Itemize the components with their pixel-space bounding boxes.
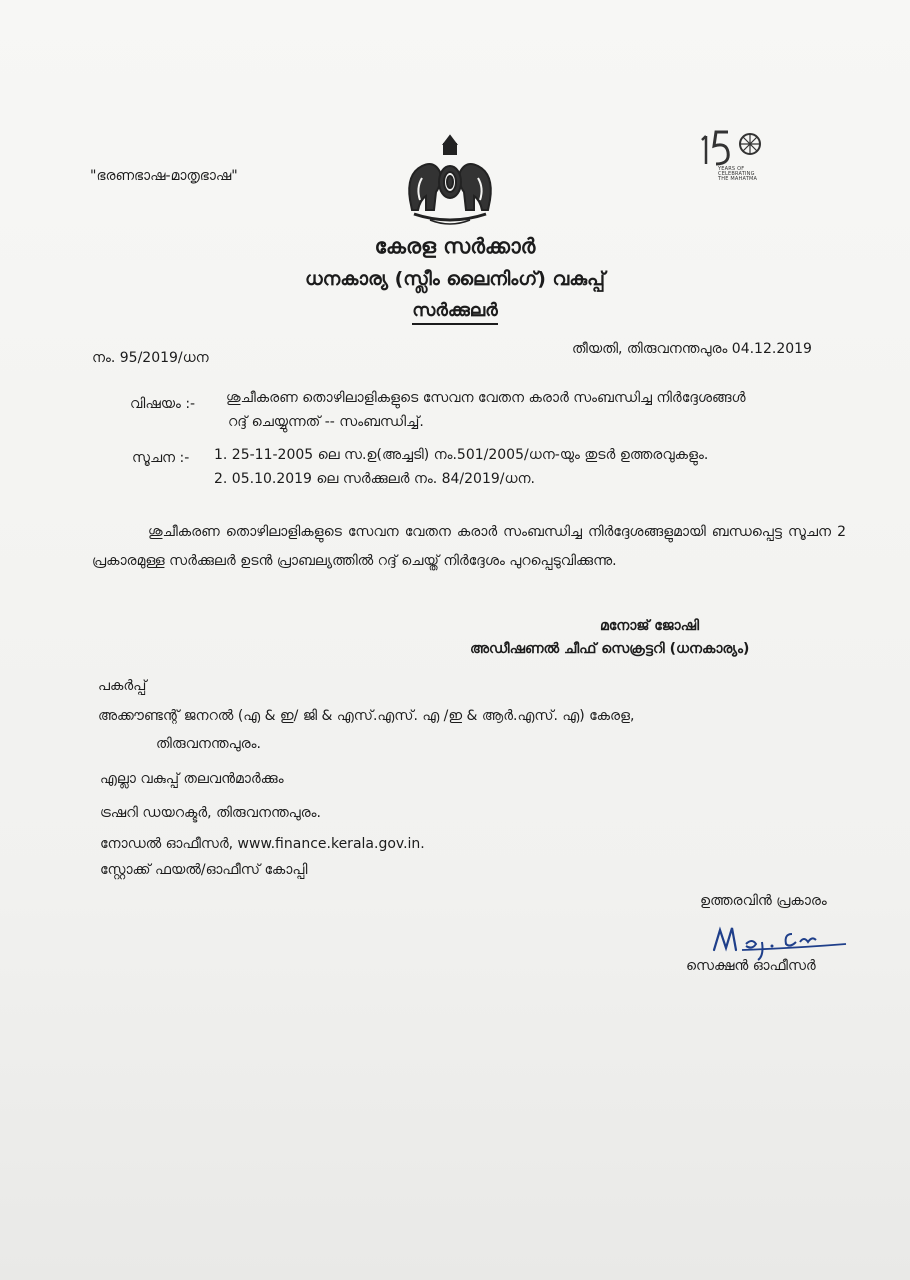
reference-label: സൂചന :- bbox=[132, 450, 190, 466]
kerala-state-emblem-icon bbox=[400, 130, 500, 230]
doc-type-label: സർക്കുലർ bbox=[412, 300, 498, 325]
document-type-heading bbox=[0, 300, 910, 321]
copy-item-stock-file: സ്റ്റോക്ക് ഫയൽ/ഓഫീസ് കോപ്പി bbox=[100, 862, 308, 878]
copy-item-treasury-director: ട്രഷറി ഡയറക്ടർ, തിരുവനന്തപുരം. bbox=[100, 805, 321, 821]
subject-line-2: റദ്ദ് ചെയ്യുന്നത് -- സംബന്ധിച്ച്. bbox=[228, 414, 424, 430]
signatory-name: മനോജ് ജോഷി bbox=[600, 618, 700, 634]
by-order-text: ഉത്തരവിൻ പ്രകാരം bbox=[700, 893, 827, 909]
copy-item-nodal-officer: നോഡൽ ഓഫീസർ, www.finance.kerala.gov.in. bbox=[100, 836, 425, 852]
government-title: കേരള സർക്കാർ bbox=[374, 234, 536, 258]
subject-label: വിഷയം :- bbox=[130, 396, 196, 412]
body-paragraph: ശുചീകരണ തൊഴിലാളികളുടെ സേവന വേതന കരാർ സംബന്ധിച്ച നിർദ്ദേശങ്ങളുമായി ബന്ധപ്പെട്ട സൂചന 2 പ്രകാരമുള്ള സർക്കുലർ ഉടൻ പ്രാബല്യത്തിൽ റദ്ദ് ചെയ്ത് നിർദ്ദേശം പുറപ്പെടുവിക്കുന്നു. bbox=[92, 524, 846, 569]
copy-item-accountant-general-city: തിരുവനന്തപുരം. bbox=[156, 736, 261, 752]
subject-line-1: ശുചീകരണ തൊഴിലാളികളുടെ സേവന വേതന കരാർ സംബന്ധിച്ച നിർദ്ദേശങ്ങൾ bbox=[226, 390, 746, 406]
reference-number: നം. 95/2019/ധന bbox=[92, 350, 209, 366]
department-title: ധനകാര്യ (സ്ലീം ലൈനിംഗ്) വകുപ്പ് bbox=[304, 268, 605, 290]
copy-to-label: പകർപ്പ് bbox=[98, 678, 147, 694]
motto: "ഭരണഭാഷ-മാതൃഭാഷ" bbox=[90, 168, 238, 184]
document-date: തീയതി, തിരുവനന്തപുരം 04.12.2019 bbox=[572, 341, 812, 357]
section-officer-designation: സെക്ഷൻ ഓഫീസർ bbox=[686, 958, 816, 974]
reference-item-1: 1. 25-11-2005 ലെ സ.ഉ(അച്ചടി) നം.501/2005/ധന-യും തുടർ ഉത്തരവുകളും. bbox=[214, 447, 709, 463]
copy-item-accountant-general: അക്കൗണ്ടന്റ് ജനറൽ (എ & ഇ/ ജി & എസ്.എസ്. എ /ഇ & ആർ.എസ്. എ) കേരള, bbox=[98, 708, 635, 724]
copy-item-department-heads: എല്ലാ വകുപ്പ് തലവൻമാർക്കും bbox=[100, 771, 284, 787]
reference-item-2: 2. 05.10.2019 ലെ സർക്കുലർ നം. 84/2019/ധന. bbox=[214, 471, 535, 487]
signatory-title: അഡീഷണൽ ചീഫ് സെക്രട്ടറി (ധനകാര്യം) bbox=[470, 641, 750, 657]
logo150-caption: YEARS OF CELEBRATING THE MAHATMA bbox=[718, 166, 758, 182]
